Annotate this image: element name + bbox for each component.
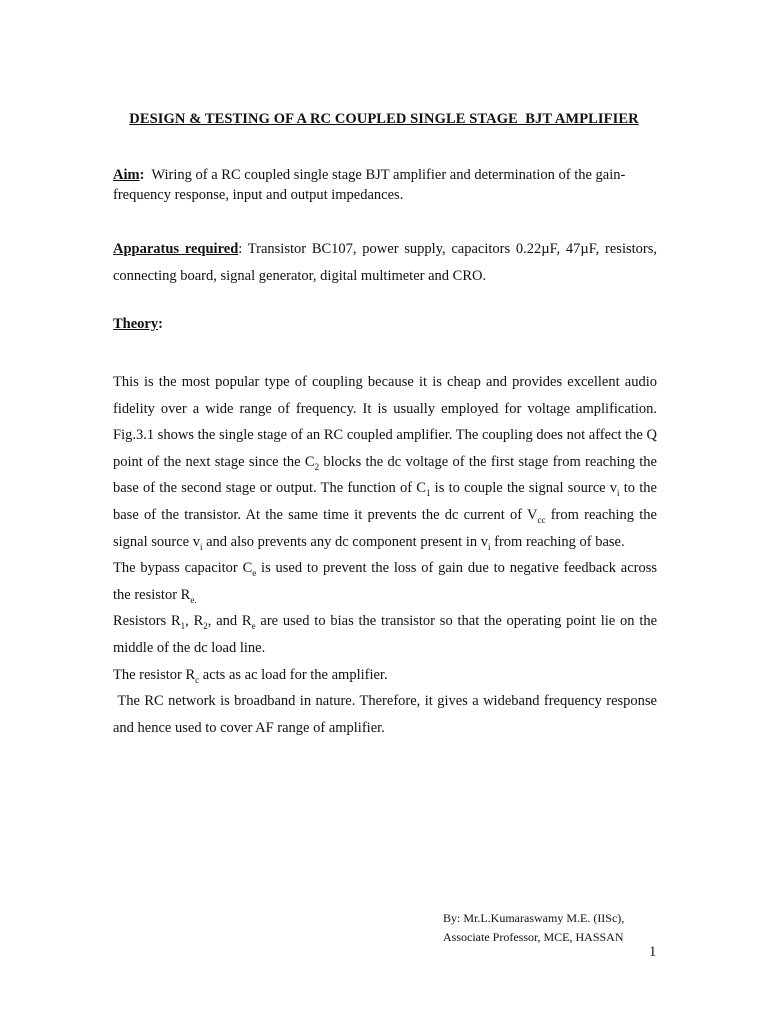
aim-label: Aim [113,167,140,183]
para3-text: , R [185,613,204,630]
para1-text: is to couple the signal source v [430,480,618,497]
aim-text: Wiring of a RC coupled single stage BJT amplifier and determination of the gain-frequency response, input and output impedances. [113,167,626,203]
para3-text: Resistors R [113,613,181,630]
para1-sub: 2 [314,461,320,472]
para1-text: This is the most popular type of coupling because it is cheap and provides excellent audio fidelity over a wide range of frequency. It is usually employed for voltage amplification. Fig.3.1 shows the single stage of an RC coupled amplifier. The coupling does not affect the Q point of the next stage since the C [113,374,657,470]
theory-paragraph-4 [113,662,657,689]
document-title [0,111,768,128]
theory-paragraph-1 [113,369,657,555]
para1-text: from reaching of base. [490,533,625,550]
theory-paragraph-3 [113,608,657,661]
apparatus-section [113,236,657,290]
para3-sub: 1 [180,621,186,632]
footer-line-1: By: Mr.L.Kumaraswamy M.E. (IISc), [443,911,625,925]
para5-text: The RC network is broadband in nature. Therefore, it gives a wideband frequency response and hence used to cover AF range of amplifier. [113,693,661,736]
para1-text: from reaching the signal source v [113,506,657,550]
para2-sub: e. [190,594,197,605]
para2-sub: e [252,568,257,579]
aim-colon: : [139,167,145,183]
apparatus-label: Apparatus required [113,241,239,257]
author-footer [443,909,624,947]
para4-text: acts as ac load for the amplifier. [199,666,388,683]
para3-text: are used to bias the transistor so that the operating point lie on the middle of the dc load line. [113,613,658,656]
apparatus-text: Transistor BC107, power supply, capacitors 0.22µF, 47µF, resistors, connecting board, signal generator, digital multimeter and CRO. [113,241,657,284]
aim-section [113,165,657,205]
para1-text: blocks the dc voltage of the first stage from reaching the base of the second stage or output. The function of C [113,453,657,497]
theory-heading-text: Theory [113,316,159,332]
theory-heading [113,316,657,333]
para1-sub: 1 [425,488,431,499]
para3-text: , and R [207,613,252,630]
page-number: 1 [649,944,657,960]
footer-line-2: Associate Professor, MCE, HASSAN [443,930,624,944]
para2-text: The bypass capacitor C [113,560,253,577]
theory-paragraph-5 [113,688,661,741]
apparatus-colon: : [238,241,243,257]
para4-text: The resistor R [113,666,196,683]
title-text: DESIGN & TESTING OF A RC COUPLED SINGLE STAGE BJT AMPLIFIER [129,111,639,127]
para1-sub: i [488,541,491,552]
para1-text: and also prevents any dc component present in v [202,533,488,550]
para4-sub: c [195,674,200,685]
theory-heading-colon: : [158,316,163,332]
para1-sub: i [617,488,620,499]
theory-body [113,369,661,741]
para1-sub: i [199,541,203,552]
para3-sub: e [251,621,256,632]
para1-sub: cc [537,514,546,525]
theory-paragraph-2 [113,555,657,608]
para1-text: to the base of the transistor. At the same time it prevents the dc current of V [113,480,657,523]
para2-text: is used to prevent the loss of gain due to negative feedback across the resistor R [113,560,657,603]
para3-sub: 2 [203,621,208,632]
